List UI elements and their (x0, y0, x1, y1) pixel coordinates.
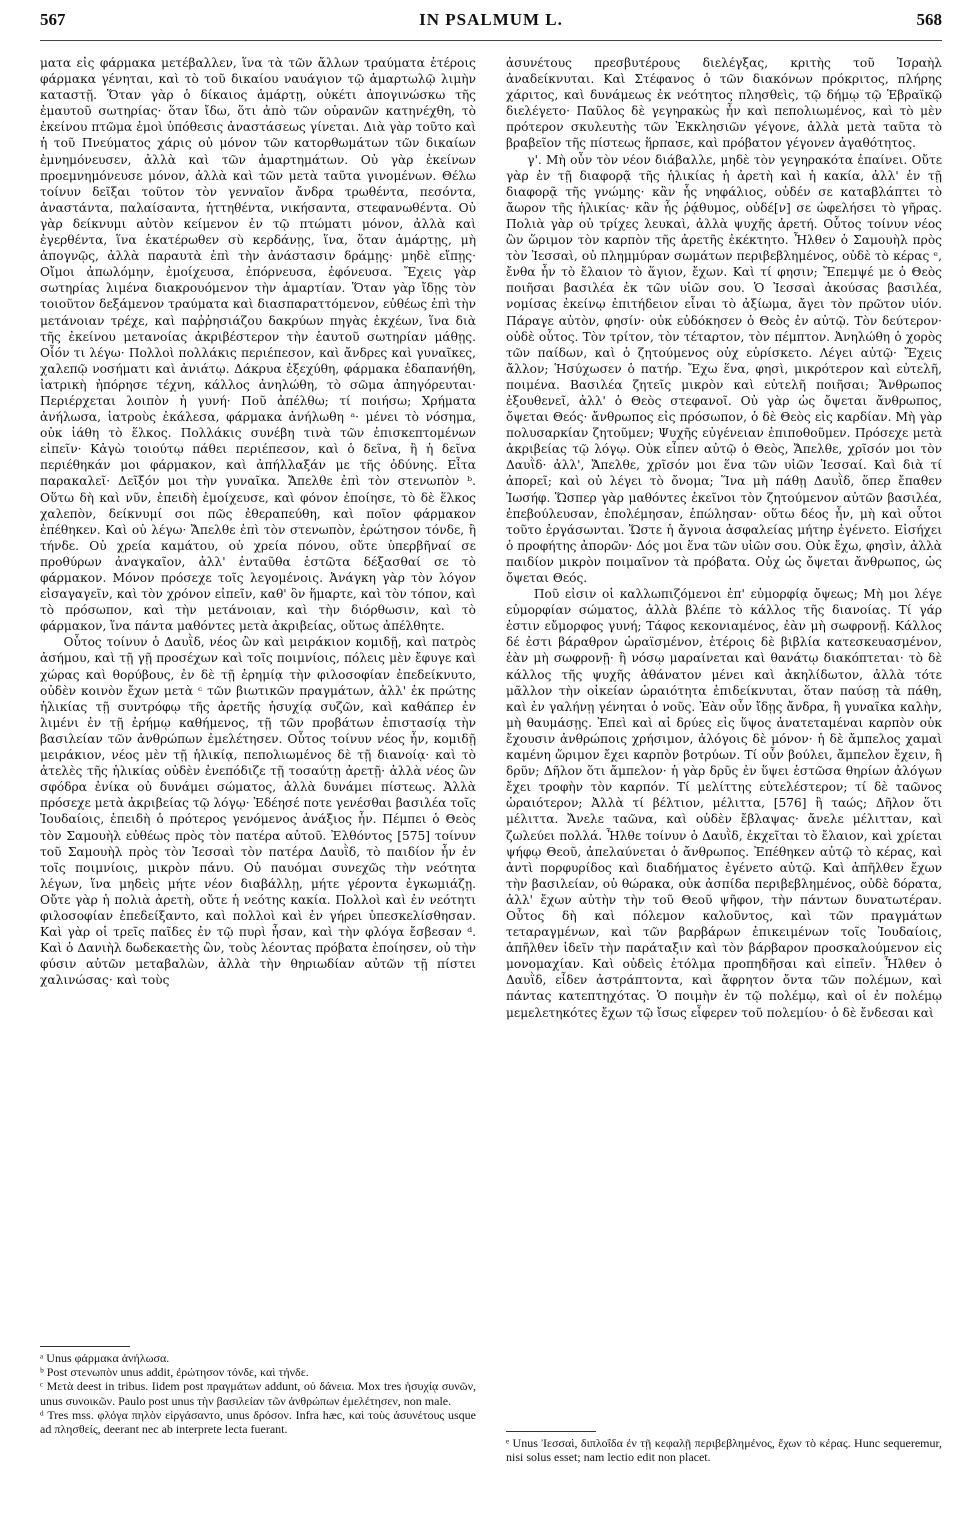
page-header (40, 10, 942, 41)
page-number-left: 567 (40, 10, 66, 29)
footnote-divider (506, 1431, 596, 1432)
left-column-text: ματα εἰς φάρμακα μετέβαλλεν, ἵνα τὰ τῶν ἄλλων τραύματα ἑτέροις φάρμακα γένηται, καὶ τὸ τοῦ δικαίου ναυάγιον τῷ ἁμαρτωλῷ λιμὴν καταστῇ. Ὅταν γὰρ ὁ δίκαιος ἁμάρτῃ, οὐκέτι ἀπογινώσκω τῆς ἐμαυτοῦ σωτηρίας· ὅταν ἴδω, ὅτι ἀπὸ τῶν οὐρανῶν κατηνέχθη, τὸ ἐκείνου πτῶμα ἐμοὶ ὑπόθεσις ἀναστάσεως γίνεται. Διὰ γὰρ τοῦτο καὶ ἡ τοῦ Πνεύματος χάρις οὐ μόνον τῶν κατορθωμάτων τῶν δικαίων ἐμνημόνευσεν, ἀλλὰ καὶ τῶν ἁμαρτημάτων. Οὐ γὰρ ἐκείνων προεμνημόνευσε μόνον, ἀλλὰ καὶ τῶν μετὰ ταῦτα γινομένων. Θέλω τοίνυν δεῖξαι τοῦτον τὸν γενναῖον ἄνδρα τρωθέντα, πεσόντα, ἀναστάντα, παλαίσαντα, ἡττηθέντα, νικήσαντα, στεφανωθέντα. Οὐ γὰρ δείκνυμι αὐτὸν κείμενον ἐν τῷ πτώματι μόνον, ἀλλὰ καὶ ἐγερθέντα, ἵνα ἑκατέρωθεν σὺ κερδάνῃς, ἵνα, ὅταν ἁμάρτῃς, μὴ ἀπογνῷς, ἀλλὰ παραυτὰ ἐπὶ τὴν ἀνάστασιν δράμῃς· μηδὲ εἴπῃς· Οἴμοι ἀπωλόμην, ἐμοίχευσα, ἐπόρνευσα, ἐφόνευσα. Ἔχεις γὰρ σωτηρίας λιμένα διακρουόμενον τὴν ἁμαρτίαν. Ὅταν γὰρ ἴδῃς τὸν τοιοῦτον δεξάμενον τραύματα καὶ διασπαραττόμενον, εὐθέως ἐπὶ τὴν μετάνοιαν τρέχε, καὶ παῤῥησιάζου δακρύων πηγὰς ἐκχέων, ἵνα διὰ τῆς ἐκείνου μετανοίας ἀκριβέστερον τὴν ἑαυτοῦ σωτηρίαν μάθῃς. Οἷόν τι λέγω· Πολλοὶ πολλάκις περιέπεσον, καὶ ἄνδρες καὶ γυναῖκες, χαλεπῷ νοσήματι καὶ ἀνιάτῳ. Δάκρυα ἐξεχύθη, φάρμακα ἐδαπανήθη, ἰατρικὴ ἠπόρησε τέχνη, κάλλος ἀνηλώθη, τὸ σῶμα ἀπηγόρευται· Περιέρχεται λοιπὸν ἡ γυνή· Ποῦ ἀπέλθω; τί ποιήσω; Χρήματα ἀνήλωσα, ἰατροὺς ἐκάλεσα, φάρμακα ἀνήλωθη ᵃ· μένει τὸ νόσημα, οὐκ ἰάθη τὸ ἕλκος. Πολλάκις συνέβη τινὰ τῶν ἐπισκεπτομένων εἰπεῖν· Κἀγὼ τοιούτῳ πάθει περιέπεσον, καὶ ὁ δεῖνα, ἢ ἡ δεῖνα περιέθηκάν μοι φάρμακον, καὶ ἀπήλλαξάν με τῆς ὀδύνης. Εἶτα παρακαλεῖ· Δεῖξόν μοι τὴν γυναῖκα. Ἄπελθε ἐπὶ τὸν στενωπὸν ᵇ. Οὕτω δὴ καὶ νῦν, ἐπειδὴ ἐμοίχευσε, καὶ φόνον ἐποίησε, τὸ δὲ ἕλκος χαλεπὸν, δείκνυμί σοι πῶς ἐθεραπεύθη, καὶ ποῖον φάρμακον ἐπέθηκεν. Καὶ οὐ λέγω· Ἄπελθε ἐπὶ τὸν στενωπὸν, ἐρώτησον τόνδε, ἢ τήνδε. Οὐ χρεία καμάτου, οὐ χρεία πόνου, οὔτε ὑπερβῆναί σε προθύρων ἀναγκαῖον, ἀλλ' ἐνταῦθα ἑστῶτα δέξασθαί σε τὸ φάρμακον. Μόνον πρόσεχε τοῖς λεγομένοις. Ἀνάγκη γὰρ τὸν λόγον εἰσαγαγεῖν, καὶ τὸν χρόνον εἰπεῖν, καθ' ὃν ἥμαρτε, καὶ τὸν τόπον, καὶ τὸ πρόσωπον, καὶ τὴν μετάνοιαν, καὶ τὴν διόρθωσιν, καὶ τὸ φάρμακον, ἵνα πάντα μαθόντες μετὰ ἀκριβείας, οὕτως ἀπέλθητε. Οὗτος τοίνυν ὁ Δαυῒδ, νέος ὢν καὶ μειράκιον κομιδῇ, καὶ πατρὸς ἀσήμου, καὶ τῇ γῇ προσέχων καὶ τοῖς ποιμνίοις, πόλεις μὲν ἔφυγε καὶ χώρας καὶ θορύβους, ἐν δὲ τῇ ἐρημίᾳ τὴν φιλοσοφίαν ἐπεδείκνυτο, οὐδὲν κοινὸν ἔχων μετὰ ᶜ τῶν βιωτικῶν πραγμάτων, ἀλλ' ἐκ πρώτης ἡλικίας τῇ συντρόφῳ τῆς ἀρετῆς ἡσυχίᾳ συζῶν, καὶ καθάπερ ἐν λιμένι ἐν τῇ ἐρήμῳ καθήμενος, τῇ τῶν προβάτων ἐπιστασίᾳ τὴν βασιλείαν τῶν ἀνθρώπων ἐμελέτησεν. Οὗτος τοίνυν νέος ἦν, κομιδῇ μειράκιον, νέος μὲν τῇ ἡλικίᾳ, πεπολιωμένος δὲ τῇ διανοίᾳ· καὶ τὸ ἀτελὲς τῆς ἡλικίας οὐδὲν ἐνεπόδιζε τῇ τοσαύτῃ ἀρετῇ· ἀλλὰ νέος ὢν σφόδρα ἐνίκα οὐ δυνάμει σώματος, ἀλλὰ δυνάμει πίστεως. Ἀλλὰ πρόσεχε μετὰ ἀκριβείας τῷ λόγῳ· Ἐδέησέ ποτε γενέσθαι βασιλέα τοῖς Ἰουδαίοις, ἐπειδὴ ὁ πρότερος γενόμενος ἀνάξιος ἦν. Πέμπει ὁ Θεὸς τὸν Σαμουὴλ εὐθέως πρὸς τὸν πατέρα αὐτοῦ. Ἐλθόντος [575] τοίνυν τοῦ Σαμουὴλ πρὸς τὸν Ἰεσσαὶ τὸν πατέρα Δαυῒδ, τὸ παιδίον ἦν ἐν τοῖς ποιμνίοις, μικρὸν πάνυ. Οὐ παυόμαι συνεχῶς τὴν νεότητα λέγων, ἵνα μηδεὶς μήτε νέον διαβάλλῃ, μήτε γέροντα ἐγκωμιάζῃ. Οὔτε γὰρ ἡ πολιὰ ἀρετὴ, οὔτε ἡ νεότης κακία. Πολλοὶ καὶ ἐν νεότητι φιλοσοφίαν ἐπεδείξαντο, καὶ πολλοὶ καὶ ἐν γήρει ὑπεσκελίσθησαν. Καὶ γὰρ οἱ τρεῖς παῖδες ἐν τῷ πυρὶ ἦσαν, καὶ τὴν φλόγα ἔσβεσαν ᵈ. Καὶ ὁ Δανιὴλ δωδεκαετὴς ὢν, τοὺς λέοντας πρόβατα ἐποίησεν, οὐ τὴν φύσιν αὐτῶν μεταβαλὼν, ἀλλὰ τὴν θηριωδίαν αὐτῶν τῇ πίστει χαλινώσας· καὶ τοὺς (40, 56, 477, 988)
right-column (506, 55, 945, 1495)
footnote-divider (40, 1346, 130, 1347)
right-footnotes: ᵉ Unus Ἰεσσαὶ, διπλοΐδα ἐν τῇ κεφαλῇ περιβεβλημένος, ἔχων τὸ κέρας. Hunc sequeremur, nisi solus esset; nam lectio edit non placet. (506, 1436, 945, 1465)
text-columns (40, 55, 945, 1495)
left-footnotes: ᵃ Unus φάρμακα ἀνήλωσα. ᵇ Post στενωπὸν unus addit, ἐρώτησον τόνδε, καὶ τήνδε. ᶜ Μετὰ deest in tribus. Iidem post πραγμάτων addunt, οὐ δάνεια. Mox tres ἡσυχίᾳ συνῶν, unus συνοικῶν. Paulo post unus τὴν βασιλείαν τῶν ἀνθρώπων ἐμελέτησεν, non male. ᵈ Tres mss. φλόγα πηλὸν εἰργάσαντο, unus δρόσον. Infra hæc, καὶ τοὺς ἀσυνέτους usque ad πλησθείς, deerant nec ab interprete lecta fuerant. (40, 1351, 476, 1437)
running-title: IN PSALMUM L. (419, 10, 563, 29)
right-column-text: ἀσυνέτους πρεσβυτέρους διελέγξας, κριτὴς τοῦ Ἰσραὴλ ἀναδείκνυται. Καὶ Στέφανος ὁ τῶν διακόνων πρόκριτος, πλήρης χάριτος, καὶ δυνάμεως ἐκ νεότητος πλησθεὶς, τῷ δήμῳ τῷ Ἑβραϊκῷ διελέγετο· Παῦλος δὲ γεγηρακὼς ἦν καὶ πεπολιωμένος, καὶ τὸ μὲν πρότερον σκυλευτὴς τῶν Ἐκκλησιῶν γέγονε, ἀλλὰ μετὰ ταῦτα τὸ βραβεῖον τῆς πίστεως ἥρπασε, καὶ πρόβατον γέγονεν ἀγαθότητος. γ'. Μὴ οὖν τὸν νέον διάβαλλε, μηδὲ τὸν γεγηρακότα ἐπαίνει. Οὔτε γὰρ ἐν τῇ διαφορᾷ τῆς ἡλικίας ἡ ἀρετὴ καὶ ἡ κακία, ἀλλ' ἐν τῇ διαφορᾷ τῆς γνώμης· κἂν ἧς νηφάλιος, οὐδέν σε καταβλάπτει τὸ ἄωρον τῆς ἡλικίας· κἂν ἧς ῥᾴθυμος, οὐδέ[ν] σε ὠφελήσει τὸ γῆρας. Πολιὰ γὰρ οὐ τρίχες λευκαὶ, ἀλλὰ ψυχῆς ἀρετή. Οὗτος τοίνυν νέος ὢν ὥριμον τὸν καρπὸν τῆς ἀρετῆς ἐκέκτητο. Ἦλθεν ὁ Σαμουὴλ πρὸς τὸν Ἰεσσαὶ, οὐ πλημμύραν σωμάτων περιβεβλημένος, οὐδὲ τὸ κέρας ᵉ, ἔνθα ἦν τὸ ἔλαιον τὸ ἅγιον, ἔχων. Καὶ τί φησιν; Ἔπεμψέ με ὁ Θεὸς ποιῆσαι βασιλέα ἐκ τῶν υἱῶν σου. Ὁ Ἰεσσαὶ ἀκούσας βασιλέα, νομίσας ἐκείνῳ ἐπιτήδειον εἶναι τὸ ἀξίωμα, ἄγει τὸν πρῶτον υἱόν. Πάραγε αὐτὸν, φησίν· οὐκ εὐδόκησεν ὁ Θεὸς ἐν αὐτῷ. Τὸν δεύτερον· οὐδὲ οὗτος. Τὸν τρίτον, τὸν τέταρτον, τὸν πέμπτον. Ἀνηλώθη ὁ χορὸς τῶν παίδων, καὶ ὁ ζητούμενος οὐχ εὑρίσκετο. Λέγει αὐτῷ· Ἔχεις ἄλλον; Ἡσύχωσεν ὁ πατήρ. Ἔχω ἕνα, φησὶ, μικρότερον καὶ εὐτελῆ, ποιμένα. Βασιλέα ζητεῖς μικρὸν καὶ εὐτελῆ ποιῆσαι; Ἄνθρωπος ἐξουθενεῖ, ἀλλ' ὁ Θεὸς στεφανοῖ. Οὐ γὰρ ὡς ὄψεται ἄνθρωπος, ὄψεται Θεός· ἄνθρωπος εἰς πρόσωπον, ὁ δὲ Θεὸς εἰς καρδίαν. Μὴ γὰρ πολυσαρκίαν ζητοῦμεν; Ψυχῆς εὐγένειαν ἐπιποθοῦμεν. Πρόσεχε μετὰ ἀκριβείας τῷ λόγῳ. Οὐκ εἶπεν αὐτῷ ὁ Θεὸς, Ἄπελθε, χρῖσόν μοι τὸν Δαυῒδ· ἀλλ', Ἄπελθε, χρῖσόν μοι ἕνα τῶν υἱῶν Ἰεσσαί. Καὶ διὰ τί ἀπορεῖ; καὶ οὐ λέγει τὸ ὄνομα; Ἵνα μὴ πάθῃ Δαυῒδ, ὅπερ ἔπαθεν Ἰωσήφ. Ὥσπερ γὰρ μαθόντες ἐκεῖνοι τὸν ζητούμενον αὐτῶν βασιλέα, ἐπεβούλευσαν, ἐπολέμησαν, ἐπώλησαν· οὕτω δέος ἦν, μὴ καὶ οὗτοι τοῦτο ἐργάσωνται. Ὥστε ἡ ἄγνοια ἀσφαλείας μήτηρ ἐγένετο. Εἰσήχει ὁ προφήτης ἀπορῶν· Δός μοι ἕνα τῶν υἱῶν σου. Οὐκ ἔχω, φησὶν, ἀλλὰ παιδίον μικρὸν ποιμαῖνον τὰ πρόβατα. Οὐχ ὡς ὄψεται ἄνθρωπος, ὡς ὄψεται Θεός. Ποῦ εἰσιν οἱ καλλωπιζόμενοι ἐπ' εὐμορφίᾳ ὄψεως; Μὴ μοι λέγε εὐμορφίαν σώματος, ἀλλὰ βλέπε τὸ κάλλος τῆς διανοίας. Τί γάρ ἐστιν εὔμορφος γυνή; Τάφος κεκονιαμένος, ἐὰν μὴ σωφρονῇ. Κάλλος δέ ἐστι βάραθρον ὡραϊσμένον, ἑτέροις δὲ βιβλία κατεσκευασμένον, ἐὰν μὴ σωφρονῇ· ἢ νόσῳ μαραίνεται καὶ θανάτῳ διακόπτεται· τὸ δὲ κάλλος τῆς ψυχῆς ἀθάνατον μένει καὶ ἀκηλίδωτον, ἀλλὰ τότε μᾶλλον τὴν οἰκείαν ὡραιότητα ἐπιδείκνυται, ὅταν παύσῃ τὰ πάθη, καὶ ἐν γαλήνῃ γένηται ὁ νοῦς. Ἐὰν οὖν ἴδῃς ἄνδρα, ἢ γυναῖκα καλὴν, μὴ θαυμάσῃς. Ἐπεὶ καὶ αἱ δρύες εἰς ὕψος ἀνατεταμέναι καρπὸν οὐκ ἔχουσιν ἀνθρώποις χρήσιμον, ἀλόγοις δὲ μόνον· ἡ δὲ ἄμπελος χαμαὶ καμένη ὥριμον ἔχει καρπὸν βοτρύων. Τί οὖν βούλει, ἄμπελον ἔχειν, ἢ δρῦν; Δῆλον ὅτι ἄμπελον· ἡ γὰρ δρῦς ἐν ὕψει ἑστῶσα θηρίων ἀλόγων ἔχει τροφὴν τὸν καρπόν. Τί μελίττης εὐτελέστερον; τί δὲ ταῶνος ὡραιότερον; Ἀλλὰ τί βέλτιον, μέλιττα, [576] ἢ ταώς; Δῆλον ὅτι μέλιττα. Ἄνελε ταῶνα, καὶ οὐδὲν ἔβλαψας· ἄνελε μέλιτταν, καὶ ζωλεύει πολλά. Ἦλθε τοίνυν ὁ Δαυῒδ, ἐκχεῖται τὸ ἔλαιον, καὶ χρίεται ψήφῳ Θεοῦ, ἀπελαύνεται ὁ ἄνθρωπος. Ἐπέθηκεν αὐτῷ τὸ κέρας, καὶ ἀντὶ πορφυρίδος καὶ διαδήματος ἐγένετο αὐτῷ. Καὶ ἀπῆλθεν ἔχων τὴν βασιλείαν, οὐ θώρακα, οὐκ ἀσπίδα περιβεβλημένος, οὐδὲ δόρατα, ἀλλ' ἔχων αὐτὴν τὴν τοῦ Θεοῦ ψῆφον, τὴν πάντων δυνατωτέραν. Οὗτος δὴ καὶ πόλεμον καλοῦντος, καὶ τῶν πραγμάτων τεταραγμένων, καὶ τῶν βαρβάρων ἐπικειμένων τοῖς Ἰουδαίοις, ἀπῆλθεν ἰδεῖν τὴν παράταξιν καὶ τὸν βάρβαρον προσκαλούμενον εἰς μονομαχίαν. Καὶ οὐδεὶς ἐτόλμα προπηδῆσαι καὶ εἰπεῖν. Ἦλθεν ὁ Δαυῒδ, εἶδεν ἀστράπτοντα, καὶ ἄφρητον ὄντα τῶν πολέμων, καὶ πάντας κατεπτηχότας. Ὁ ποιμὴν ἐν τῷ πολέμῳ, καὶ οἱ ἐν πολέμῳ μεμελετηκότες ἔχων τῷ ἴσως εἶφερεν τοῦ πολεμίου· ὁ δὲ ἔνδεσαι καὶ (506, 56, 943, 1020)
page-number-right: 568 (916, 10, 942, 29)
left-column (40, 55, 476, 1495)
